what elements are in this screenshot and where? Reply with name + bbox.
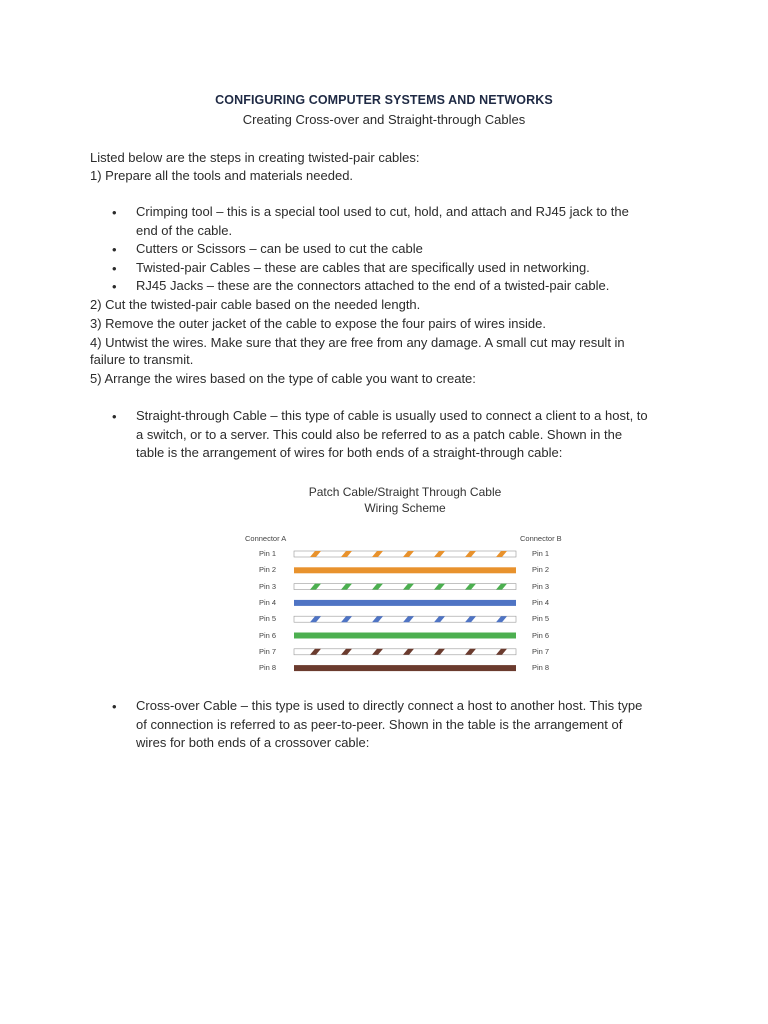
- wire-7: [294, 649, 516, 655]
- list-item-line: end of the cable.: [136, 222, 233, 238]
- step-4-line-1: 4) Untwist the wires. Make sure that they are free from any damage. A small cut may result in: [90, 335, 625, 350]
- connector-b-label: Connector B: [520, 534, 562, 543]
- pin-label-l: Pin 1: [259, 549, 277, 558]
- step-1: 1) Prepare all the tools and materials needed.: [90, 168, 354, 183]
- figure-title-line-1: Patch Cable/Straight Through Cable: [308, 485, 502, 499]
- pin-label-r: Pin 2: [532, 565, 550, 575]
- step-5: 5) Arrange the wires based on the type of cable you want to create:: [90, 371, 476, 386]
- pin-label-l: Pin 3: [259, 581, 277, 591]
- list-item-line: Crimping tool – this is a special tool used to cut, hold, and attach and RJ45 jack to the: [136, 204, 629, 219]
- list-item-line: Straight-through Cable – this type of cable is usually used to connect a client to a host, to: [136, 408, 648, 423]
- connector-a-label: Connector A: [245, 534, 287, 543]
- pin-label-r: Pin 8: [532, 663, 550, 673]
- list-item-line: of connection is referred to as peer-to-peer. Shown in the table is the arrangement of: [136, 716, 623, 732]
- document-subtitle: Creating Cross-over and Straight-through Cables: [242, 112, 526, 127]
- bullet-marker: •: [112, 279, 117, 294]
- pin-label-r: Pin 5: [532, 614, 550, 624]
- step-3: 3) Remove the outer jacket of the cable to expose the four pairs of wires inside.: [90, 316, 546, 331]
- list-item-crimping-tool: [136, 203, 696, 240]
- list-item-line: table is the arrangement of wires for both ends of a straight-through cable:: [136, 445, 563, 460]
- pin-label-r: Pin 7: [532, 646, 550, 656]
- list-item-twisted-pair: Twisted-pair Cables – these are cables that are specifically used in networking.: [136, 260, 590, 275]
- pin-label-r: Pin 4: [532, 597, 550, 607]
- wire-8: [294, 665, 516, 671]
- step-2: 2) Cut the twisted-pair cable based on the needed length.: [90, 297, 421, 312]
- bullet-marker: •: [112, 205, 117, 220]
- document-title: CONFIGURING COMPUTER SYSTEMS AND NETWORKS: [215, 93, 553, 107]
- pin-label-l: Pin 6: [259, 630, 277, 640]
- pin-label-l: Pin 2: [259, 565, 277, 575]
- list-item-line: wires for both ends of a crossover cable:: [136, 735, 370, 750]
- pin-label-l: Pin 4: [259, 597, 277, 607]
- wire-6: [294, 633, 516, 639]
- pin-label-l: Pin 5: [259, 614, 277, 624]
- bullet-marker: •: [112, 409, 117, 424]
- pin-label-r: Pin 6: [532, 630, 550, 640]
- intro-text: Listed below are the steps in creating twisted-pair cables:: [90, 150, 420, 165]
- wire-5: [294, 616, 516, 622]
- bullet-marker: •: [112, 242, 117, 257]
- pin-label-r: Pin 3: [532, 581, 550, 591]
- list-item-crossover: [136, 697, 696, 753]
- list-item-cutters: Cutters or Scissors – can be used to cut the cable: [136, 241, 423, 256]
- bullet-marker: •: [112, 699, 117, 714]
- figure-title-line-2: Wiring Scheme: [364, 501, 446, 515]
- list-item-rj45: RJ45 Jacks – these are the connectors attached to the end of a twisted-pair cable.: [136, 278, 610, 293]
- bullet-marker: •: [112, 261, 117, 276]
- pin-label-l: Pin 7: [259, 646, 277, 656]
- wire-2: [294, 567, 516, 573]
- wiring-diagram: [290, 545, 520, 675]
- wire-4: [294, 600, 516, 606]
- list-item-line: a switch, or to a server. This could also be referred to as a patch cable. Shown in the: [136, 426, 623, 442]
- step-4-line-2: failure to transmit.: [90, 352, 194, 367]
- pin-label-r: Pin 1: [532, 549, 550, 558]
- wire-3: [294, 584, 516, 590]
- list-item-line: Cross-over Cable – this type is used to directly connect a host to another host. This type: [136, 698, 643, 713]
- list-item-straight-through: [136, 407, 696, 463]
- pin-label-l: Pin 8: [259, 663, 277, 673]
- wire-1: [294, 551, 516, 557]
